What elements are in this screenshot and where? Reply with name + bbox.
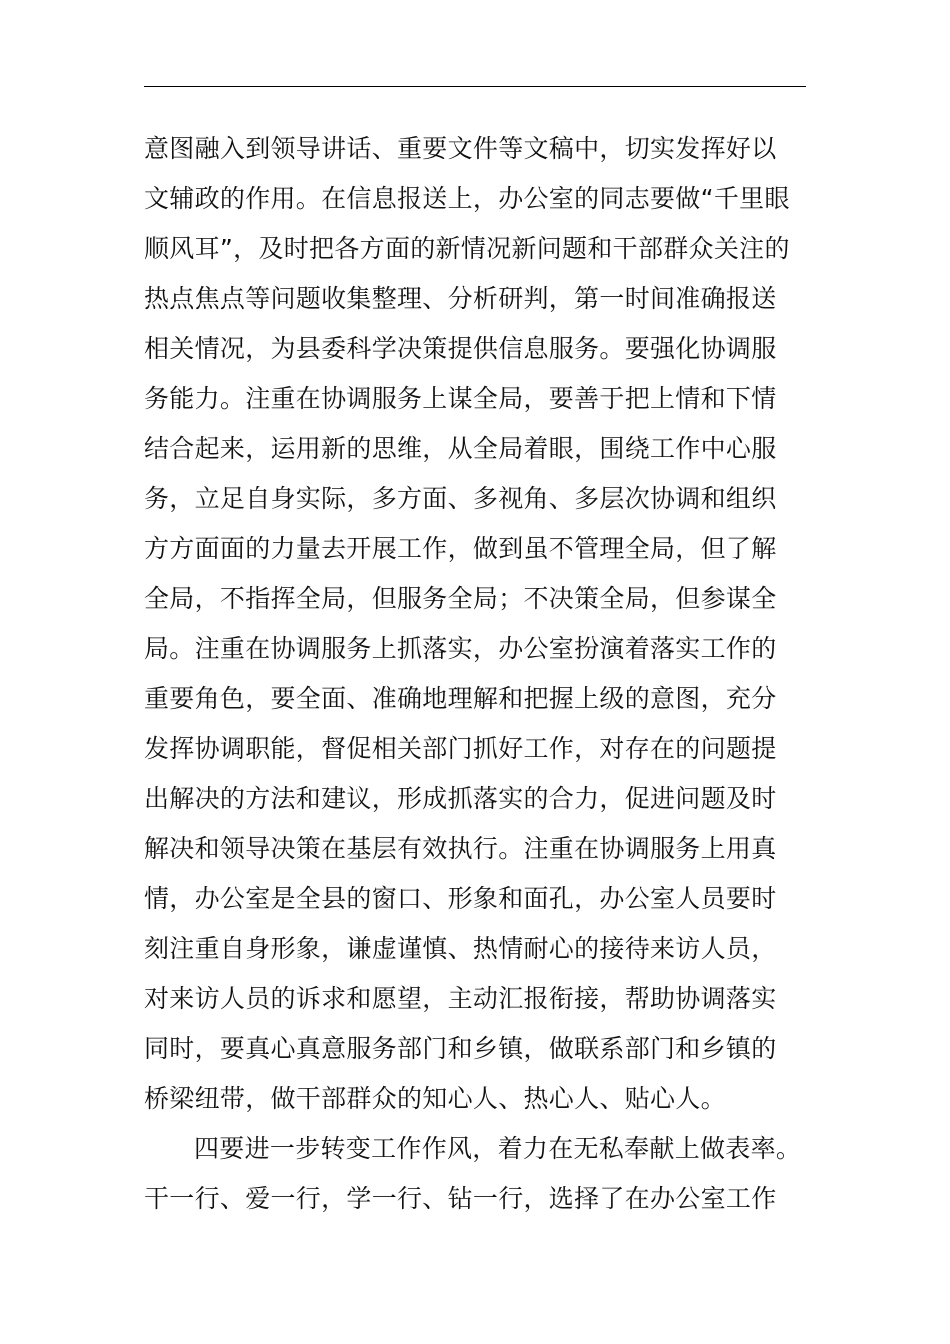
text-line: 文辅政的作用。在信息报送上，办公室的同志要做“千里眼 <box>144 184 790 213</box>
text-line: 发挥协调职能，督促相关部门抓好工作，对存在的问题提 <box>144 734 777 763</box>
text-line: 桥梁纽带，做干部群众的知心人、热心人、贴心人。 <box>144 1084 726 1113</box>
text-line: 全局，不指挥全局，但服务全局；不决策全局，但参谋全 <box>144 584 777 613</box>
paragraph-start-line: 四要进一步转变工作作风，着力在无私奉献上做表率。 <box>194 1134 802 1163</box>
text-line: 情，办公室是全县的窗口、形象和面孔，办公室人员要时 <box>144 884 777 913</box>
text-line: 意图融入到领导讲话、重要文件等文稿中，切实发挥好以 <box>144 134 777 163</box>
text-line: 出解决的方法和建议，形成抓落实的合力，促进问题及时 <box>144 784 777 813</box>
text-line: 同时，要真心真意服务部门和乡镇，做联系部门和乡镇的 <box>144 1034 777 1063</box>
text-line: 方方面面的力量去开展工作，做到虽不管理全局，但了解 <box>144 534 777 563</box>
header-rule <box>144 86 806 87</box>
text-line: 对来访人员的诉求和愿望，主动汇报衔接，帮助协调落实 <box>144 984 777 1013</box>
document-body <box>144 124 824 1224</box>
text-line: 结合起来，运用新的思维，从全局着眼，围绕工作中心服 <box>144 434 777 463</box>
text-line: 刻注重自身形象，谦虚谨慎、热情耐心的接待来访人员， <box>144 934 777 963</box>
text-line: 务能力。注重在协调服务上谋全局，要善于把上情和下情 <box>144 384 777 413</box>
text-line: 相关情况，为县委科学决策提供信息服务。要强化协调服 <box>144 334 777 363</box>
text-line: 局。注重在协调服务上抓落实，办公室扮演着落实工作的 <box>144 634 777 663</box>
text-line: 热点焦点等问题收集整理、分析研判，第一时间准确报送 <box>144 284 777 313</box>
text-line: 重要角色，要全面、准确地理解和把握上级的意图，充分 <box>144 684 777 713</box>
text-line: 干一行、爱一行，学一行、钻一行，选择了在办公室工作 <box>144 1184 777 1213</box>
text-line: 顺风耳”，及时把各方面的新情况新问题和干部群众关注的 <box>144 234 790 263</box>
text-line: 务，立足自身实际，多方面、多视角、多层次协调和组织 <box>144 484 777 513</box>
text-line: 解决和领导决策在基层有效执行。注重在协调服务上用真 <box>144 834 777 863</box>
